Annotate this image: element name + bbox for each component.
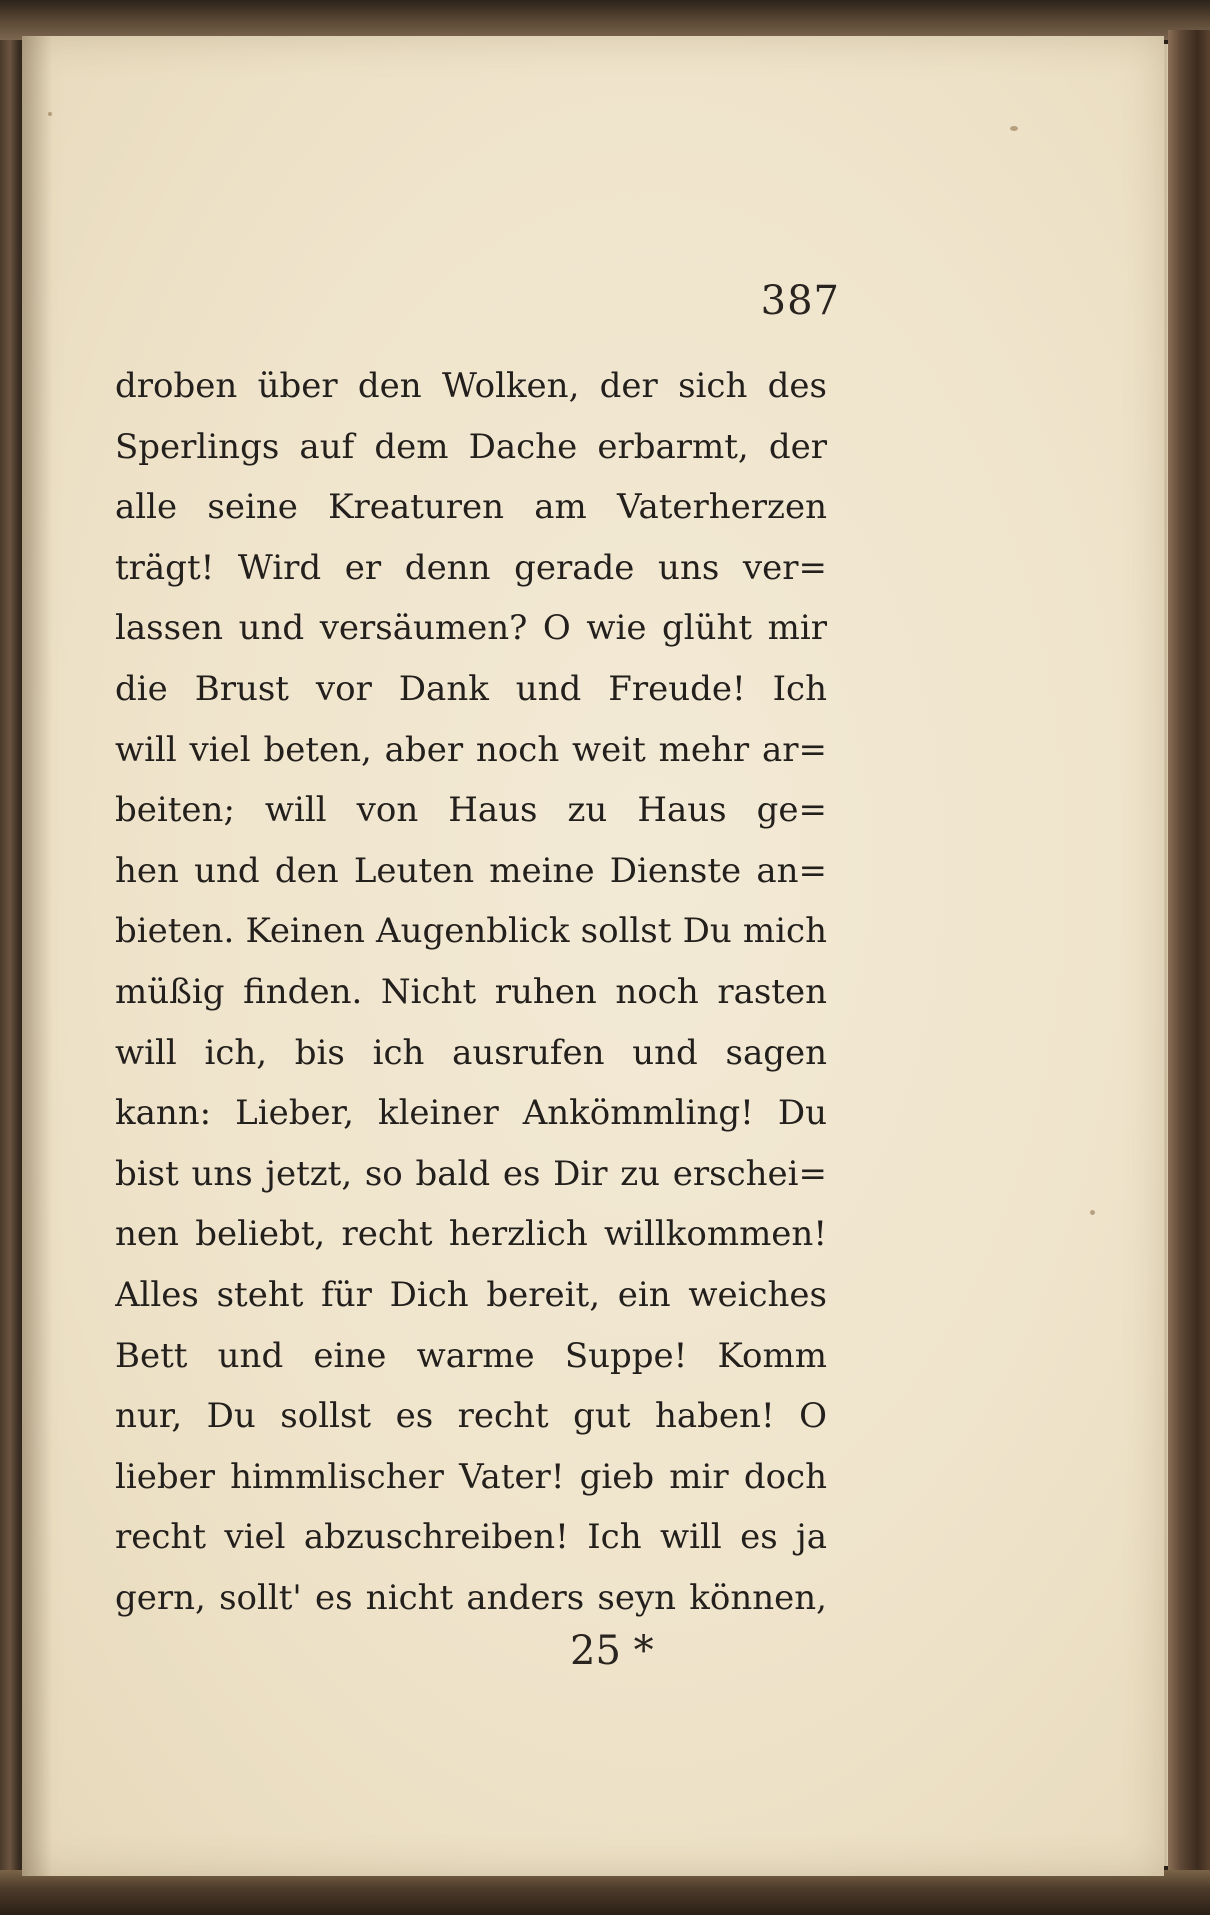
- text-line: gern, sollt' es nicht anders seyn können,: [115, 1577, 827, 1618]
- gutter-shadow: [22, 36, 52, 1876]
- paper-speck: [1090, 1210, 1095, 1215]
- text-line: hen und den Leuten meine Dienste an=: [115, 850, 827, 891]
- text-line: nur, Du sollst es recht gut haben! O: [115, 1396, 827, 1437]
- text-line: droben über den Wolken, der sich des: [115, 366, 827, 406]
- book-cover-bottom-edge: [0, 1870, 1210, 1915]
- text-line: kann: Lieber, kleiner Ankömmling! Du: [115, 1093, 827, 1134]
- signature-mark: 25 *: [570, 1628, 654, 1674]
- text-line: Alles steht für Dich bereit, ein weiches: [115, 1274, 827, 1315]
- text-line: bieten. Keinen Augenblick sollst Du mich: [115, 911, 827, 952]
- text-line: Sperlings auf dem Dache erbarmt, der: [115, 426, 827, 467]
- text-line: lassen und versäumen? O wie glüht mir: [115, 608, 827, 649]
- page-number: 387: [760, 278, 840, 324]
- text-line: lieber himmlischer Vater! gieb mir doch: [115, 1456, 827, 1497]
- text-line: die Brust vor Dank und Freude! Ich: [115, 668, 827, 709]
- book-cover-top-edge: [0, 0, 1210, 40]
- text-line: müßig finden. Nicht ruhen noch rasten: [115, 971, 827, 1012]
- paper-speck: [48, 112, 52, 116]
- text-line: beiten; will von Haus zu Haus ge=: [115, 790, 827, 831]
- text-line: trägt! Wird er denn gerade uns ver=: [115, 547, 827, 588]
- body-text: [115, 356, 827, 1628]
- text-line: will ich, bis ich ausrufen und sagen: [115, 1032, 827, 1073]
- text-line: alle seine Kreaturen am Vaterherzen: [115, 487, 827, 528]
- text-line: will viel beten, aber noch weit mehr ar=: [115, 729, 827, 770]
- text-line: bist uns jetzt, so bald es Dir zu erschei=: [115, 1153, 827, 1194]
- text-line: Bett und eine warme Suppe! Komm: [115, 1335, 827, 1376]
- text-line: nen beliebt, recht herzlich willkommen!: [115, 1214, 827, 1255]
- paper-speck: [1010, 126, 1018, 131]
- text-line: recht viel abzuschreiben! Ich will es ja: [115, 1517, 827, 1558]
- book-cover-right-edge: [1168, 30, 1210, 1890]
